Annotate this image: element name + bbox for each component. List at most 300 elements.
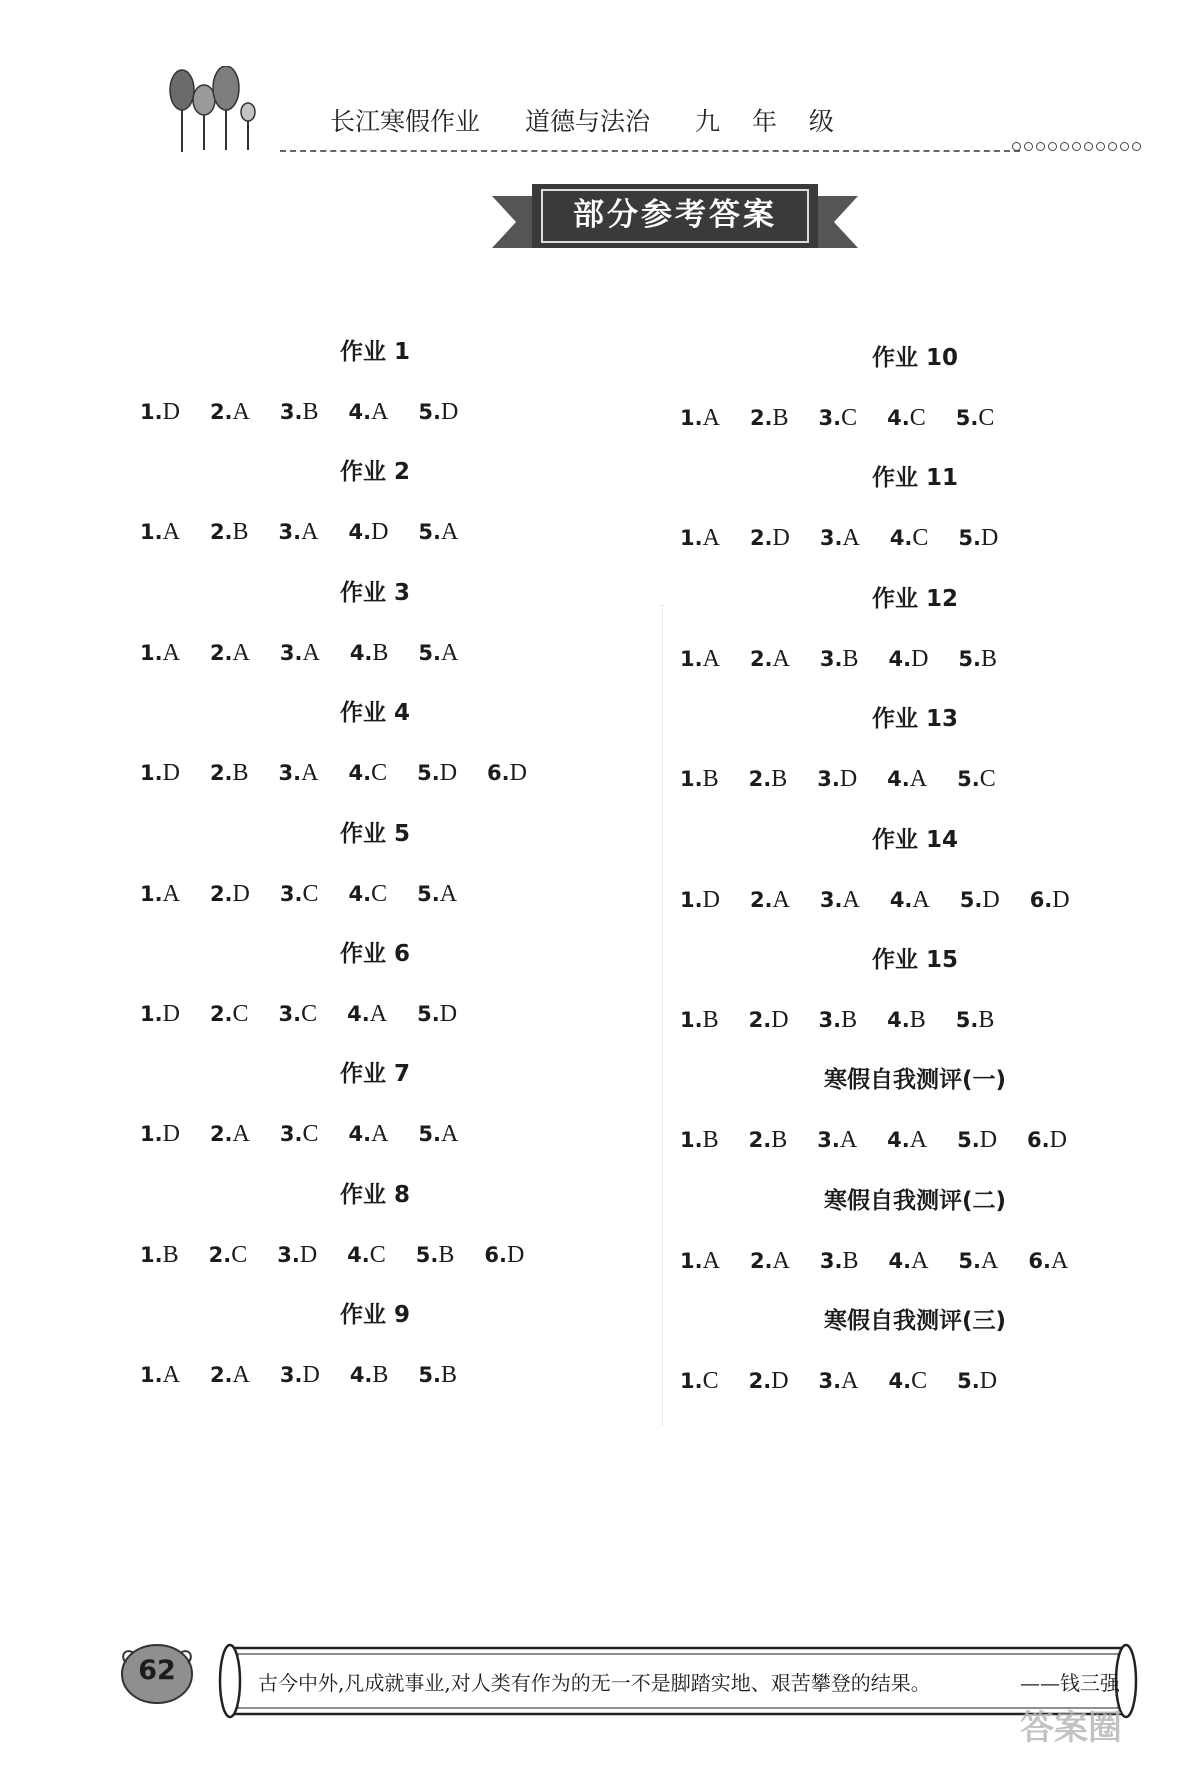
- answer-row: [140, 753, 610, 793]
- answer-letter: A: [772, 1247, 790, 1274]
- question-number: 2.: [749, 646, 773, 671]
- answer-letter: D: [162, 1000, 180, 1027]
- answer-item: [140, 1114, 180, 1154]
- answer-row: [680, 639, 1150, 679]
- question-number: 5.: [417, 881, 440, 906]
- answer-row: [680, 398, 1150, 438]
- answer-letter: D: [981, 525, 999, 552]
- answer-group-title: 作业 13: [871, 706, 958, 733]
- question-number: 2.: [748, 1128, 772, 1153]
- answer-letter: A: [162, 880, 180, 907]
- answer-item: [888, 1241, 928, 1281]
- answer-item: [348, 753, 387, 793]
- question-number: 5.: [957, 767, 980, 792]
- question-number: 4.: [888, 1248, 912, 1273]
- answer-item: [280, 633, 320, 673]
- answer-item: [887, 398, 926, 438]
- answers-column-right: [680, 338, 1150, 1422]
- answer-item: [418, 633, 458, 673]
- answer-letter: D: [982, 886, 1000, 913]
- answer-item: [348, 874, 387, 914]
- answer-group: [680, 940, 1150, 1060]
- answer-group: [680, 699, 1150, 819]
- question-number: 1.: [140, 1001, 163, 1026]
- question-number: 3.: [817, 767, 840, 792]
- answer-row: [680, 1361, 1150, 1401]
- answer-group: [680, 1301, 1150, 1421]
- question-number: 6.: [1027, 1128, 1050, 1153]
- answer-letter: D: [439, 1000, 458, 1027]
- answer-item: [348, 392, 388, 432]
- question-number: 1.: [680, 767, 703, 792]
- answer-letter: B: [981, 645, 998, 672]
- question-number: 1.: [140, 520, 163, 545]
- question-number: 6.: [1029, 887, 1053, 912]
- answer-letter: C: [978, 405, 995, 431]
- answer-letter: B: [841, 1006, 858, 1033]
- answer-item: [348, 1114, 388, 1154]
- answer-item: [418, 392, 458, 432]
- answer-letter: B: [302, 399, 319, 425]
- answer-letter: A: [981, 1247, 999, 1274]
- answer-letter: C: [979, 766, 996, 793]
- answer-item: [957, 1120, 997, 1160]
- answer-group-title: 作业 15: [871, 946, 958, 973]
- answer-letter: D: [979, 1368, 998, 1395]
- answer-item: [277, 1235, 317, 1275]
- question-number: 2.: [209, 640, 233, 665]
- answer-item: [280, 1355, 320, 1395]
- answer-item: [890, 518, 929, 558]
- answer-letter: D: [1049, 1127, 1067, 1154]
- answer-row: [140, 1235, 610, 1275]
- answer-item: [960, 880, 1000, 920]
- question-number: 1.: [140, 1363, 163, 1388]
- question-number: 4.: [349, 1363, 373, 1388]
- answer-item: [957, 759, 996, 799]
- answer-item: [418, 1114, 458, 1154]
- answer-group-title: 作业 6: [339, 940, 410, 967]
- header-grade: 九 年 级: [695, 107, 846, 136]
- answer-row: [140, 392, 610, 432]
- answer-letter: A: [441, 1121, 459, 1148]
- question-number: 5.: [418, 640, 442, 665]
- answer-item: [750, 639, 790, 679]
- answer-letter: D: [371, 519, 389, 546]
- answer-letter: B: [842, 1247, 859, 1274]
- question-number: 1.: [680, 1248, 703, 1273]
- question-number: 3.: [279, 400, 303, 424]
- question-number: 4.: [348, 881, 372, 906]
- answer-item: [819, 1000, 858, 1040]
- question-number: 3.: [278, 520, 302, 545]
- question-number: 1.: [680, 887, 703, 912]
- answer-row: [140, 1355, 610, 1395]
- answer-group-title: 寒假自我测评(一): [823, 1067, 1007, 1094]
- answer-letter: B: [232, 760, 249, 787]
- answer-group: [680, 820, 1150, 940]
- answer-item: [140, 874, 180, 914]
- question-number: 3.: [818, 1369, 842, 1394]
- answer-letter: A: [702, 1247, 720, 1274]
- answer-item: [820, 1241, 859, 1281]
- question-number: 2.: [748, 1007, 772, 1032]
- answer-row: [140, 1114, 610, 1154]
- answer-item: [418, 512, 458, 552]
- header-dots: [1012, 142, 1141, 151]
- answer-item: [279, 512, 319, 552]
- answer-letter: A: [912, 886, 930, 913]
- answer-item: [887, 759, 927, 799]
- answer-group: [140, 1054, 610, 1174]
- question-number: 2.: [749, 526, 773, 551]
- answer-item: [140, 1235, 179, 1275]
- answer-item: [210, 633, 250, 673]
- answer-letter: A: [439, 880, 458, 907]
- answer-letter: B: [771, 1127, 788, 1154]
- question-number: 3.: [277, 1242, 300, 1267]
- question-number: 2.: [209, 881, 233, 906]
- question-number: 2.: [749, 887, 773, 912]
- question-number: 3.: [819, 1248, 843, 1273]
- answer-letter: A: [702, 525, 720, 552]
- answer-letter: A: [1050, 1247, 1069, 1274]
- answer-item: [887, 1120, 927, 1160]
- answer-item: [140, 994, 180, 1034]
- answer-letter: D: [506, 1241, 525, 1268]
- answer-item: [279, 994, 318, 1034]
- question-number: 3.: [278, 761, 302, 786]
- answer-letter: A: [301, 519, 319, 546]
- answer-item: [887, 1000, 926, 1040]
- answer-item: [680, 1361, 719, 1401]
- answer-letter: A: [842, 525, 860, 552]
- answer-letter: B: [232, 519, 249, 546]
- answer-letter: B: [702, 1127, 719, 1154]
- answer-group-title: 作业 5: [339, 820, 410, 847]
- page-number: 62: [138, 1655, 176, 1686]
- answer-group: [140, 814, 610, 934]
- question-number: 2.: [209, 520, 233, 545]
- question-number: 3.: [279, 640, 303, 665]
- question-number: 2.: [209, 400, 233, 424]
- answer-item: [680, 1000, 719, 1040]
- answer-item: [958, 639, 997, 679]
- question-number: 4.: [348, 400, 372, 424]
- header-subject: 道德与法治: [525, 107, 651, 136]
- answer-group: [680, 338, 1150, 458]
- question-number: 2.: [209, 1122, 233, 1147]
- answer-letter: B: [162, 1241, 179, 1268]
- answer-item: [140, 753, 180, 793]
- answer-item: [280, 874, 319, 914]
- answer-item: [416, 1235, 455, 1275]
- question-number: 4.: [889, 887, 913, 912]
- answer-group-title: 作业 8: [339, 1181, 410, 1208]
- quote-author: ——钱三强: [1020, 1671, 1120, 1695]
- answer-letter: A: [842, 886, 860, 913]
- answer-letter: A: [911, 1247, 929, 1274]
- answer-item: [680, 398, 720, 438]
- question-number: 4.: [348, 1122, 372, 1147]
- answer-item: [749, 1120, 788, 1160]
- answer-group-title: 作业 3: [339, 579, 410, 606]
- answer-item: [209, 1235, 248, 1275]
- answer-item: [210, 874, 250, 914]
- question-number: 1.: [140, 761, 163, 786]
- answer-item: [890, 880, 930, 920]
- answer-letter: A: [772, 886, 790, 913]
- question-number: 1.: [680, 1369, 703, 1394]
- answer-group: [140, 1295, 610, 1415]
- quote-text: 古今中外,凡成就事业,对人类有作为的无一不是脚踏实地、艰苦攀登的结果。: [258, 1671, 931, 1695]
- header-series: 长江寒假作业: [330, 107, 481, 136]
- answer-letter: C: [371, 880, 388, 907]
- answer-letter: B: [771, 766, 788, 793]
- answer-group-title: 寒假自我测评(三): [823, 1308, 1007, 1335]
- answer-letter: B: [372, 639, 389, 666]
- answer-item: [484, 1235, 524, 1275]
- answer-letter: D: [772, 525, 790, 552]
- answer-letter: D: [162, 399, 180, 425]
- answer-row: [680, 759, 1150, 799]
- answer-item: [350, 1355, 389, 1395]
- answer-letter: C: [232, 1000, 249, 1027]
- answer-item: [280, 1114, 319, 1154]
- question-number: 5.: [418, 400, 442, 424]
- question-number: 3.: [279, 1122, 303, 1147]
- answer-letter: D: [232, 880, 250, 907]
- answer-item: [957, 1361, 997, 1401]
- answer-letter: B: [441, 1362, 458, 1389]
- answer-letter: A: [162, 639, 180, 666]
- answer-letter: D: [439, 760, 458, 787]
- answer-letter: B: [909, 1006, 926, 1033]
- answer-letter: D: [162, 1121, 180, 1148]
- question-number: 1.: [680, 646, 703, 671]
- answer-group-title: 寒假自我测评(二): [823, 1187, 1007, 1214]
- answer-letter: D: [302, 1362, 320, 1389]
- answer-letter: A: [441, 519, 459, 546]
- answer-item: [210, 753, 249, 793]
- answer-letter: D: [771, 1368, 789, 1395]
- question-number: 2.: [749, 1248, 773, 1273]
- answer-item: [680, 639, 720, 679]
- answer-item: [140, 392, 180, 432]
- answer-letter: A: [702, 405, 720, 431]
- answer-group-title: 作业 14: [871, 826, 958, 853]
- question-number: 1.: [680, 1128, 703, 1153]
- answer-group-title: 作业 2: [339, 459, 410, 486]
- answer-letter: B: [372, 1362, 389, 1389]
- answer-item: [350, 633, 389, 673]
- answer-item: [956, 1000, 995, 1040]
- question-number: 4.: [887, 767, 910, 792]
- question-number: 5.: [418, 1122, 442, 1147]
- answer-item: [140, 633, 180, 673]
- answer-item: [1027, 1120, 1067, 1160]
- answer-letter: D: [911, 645, 929, 672]
- answer-letter: A: [301, 760, 319, 787]
- question-number: 4.: [888, 1369, 912, 1394]
- answer-letter: A: [232, 639, 250, 666]
- question-number: 3.: [279, 881, 303, 906]
- question-number: 1.: [680, 1007, 703, 1032]
- question-number: 5.: [417, 1001, 440, 1026]
- answer-letter: D: [1052, 886, 1070, 913]
- answer-row: [140, 512, 610, 552]
- answer-item: [958, 518, 998, 558]
- answer-item: [347, 1235, 386, 1275]
- answer-item: [210, 994, 249, 1034]
- answer-item: [820, 518, 860, 558]
- header-divider: [280, 150, 1020, 152]
- answer-item: [749, 1000, 789, 1040]
- answer-item: [210, 392, 250, 432]
- question-number: 5.: [957, 1128, 980, 1153]
- answer-row: [140, 633, 610, 673]
- answers-column-left: [140, 332, 610, 1416]
- answer-group: [140, 1175, 610, 1295]
- answer-group: [680, 1060, 1150, 1180]
- answer-letter: C: [369, 1241, 386, 1268]
- answer-letter: A: [232, 399, 250, 425]
- answer-item: [210, 1114, 250, 1154]
- question-number: 5.: [958, 646, 982, 671]
- question-number: 2.: [208, 1242, 232, 1267]
- answer-item: [819, 398, 858, 438]
- question-number: 2.: [209, 1001, 233, 1026]
- answer-item: [888, 1361, 927, 1401]
- question-number: 1.: [140, 400, 163, 424]
- question-number: 5.: [417, 761, 440, 786]
- answer-item: [680, 1241, 720, 1281]
- answer-letter: C: [302, 880, 319, 907]
- question-number: 3.: [819, 646, 843, 671]
- answer-letter: D: [839, 766, 858, 793]
- question-number: 3.: [818, 1007, 842, 1032]
- answer-letter: B: [438, 1241, 455, 1268]
- answer-letter: A: [841, 1368, 859, 1395]
- answer-item: [140, 1355, 180, 1395]
- answer-item: [820, 639, 859, 679]
- answer-letter: D: [162, 760, 180, 787]
- question-number: 5.: [958, 1248, 982, 1273]
- question-number: 3.: [278, 1001, 302, 1026]
- question-number: 4.: [349, 640, 373, 665]
- question-number: 5.: [958, 526, 982, 551]
- question-number: 5.: [955, 1007, 979, 1032]
- answer-group: [140, 332, 610, 452]
- question-number: 5.: [415, 1242, 439, 1267]
- question-number: 2.: [748, 767, 772, 792]
- question-number: 2.: [209, 761, 233, 786]
- answer-letter: D: [441, 399, 459, 425]
- trees-illustration: [168, 66, 278, 152]
- answer-item: [210, 1355, 250, 1395]
- question-number: 5.: [418, 520, 442, 545]
- question-number: 4.: [887, 406, 910, 430]
- answer-group: [680, 1181, 1150, 1301]
- question-number: 3.: [819, 526, 843, 551]
- question-number: 3.: [818, 406, 842, 430]
- answer-item: [819, 1361, 859, 1401]
- answer-letter: C: [702, 1368, 719, 1395]
- answer-item: [749, 759, 788, 799]
- answer-letter: A: [702, 645, 720, 672]
- question-number: 3.: [279, 1363, 303, 1388]
- answer-group-title: 作业 10: [871, 345, 958, 371]
- answer-letter: B: [842, 645, 859, 672]
- answer-letter: B: [978, 1006, 995, 1033]
- answer-row: [680, 1120, 1150, 1160]
- answer-item: [417, 753, 457, 793]
- answer-letter: A: [909, 1127, 928, 1154]
- answer-letter: A: [369, 1000, 388, 1027]
- answer-item: [347, 994, 387, 1034]
- answer-item: [749, 1361, 789, 1401]
- answer-item: [888, 639, 928, 679]
- answer-item: [279, 753, 319, 793]
- answer-letter: A: [162, 519, 180, 546]
- question-number: 1.: [140, 1242, 163, 1267]
- answer-group: [140, 934, 610, 1054]
- answer-letter: A: [232, 1362, 250, 1389]
- answer-letter: C: [301, 1000, 318, 1027]
- question-number: 4.: [347, 1001, 370, 1026]
- page-title: 部分参考答案: [573, 197, 777, 233]
- answer-row: [140, 874, 610, 914]
- question-number: 4.: [889, 526, 913, 551]
- answer-letter: B: [772, 405, 789, 431]
- answer-letter: D: [509, 760, 527, 787]
- column-divider: [662, 605, 663, 1425]
- answer-item: [280, 392, 319, 432]
- answer-item: [820, 880, 860, 920]
- question-number: 6.: [487, 761, 510, 786]
- answer-letter: D: [979, 1127, 998, 1154]
- answer-item: [1028, 1241, 1068, 1281]
- answer-letter: A: [839, 1127, 858, 1154]
- answer-group-title: 作业 12: [871, 585, 958, 612]
- question-number: 4.: [887, 1128, 910, 1153]
- question-number: 3.: [817, 1128, 840, 1153]
- answer-row: [680, 1241, 1150, 1281]
- question-number: 2.: [209, 1363, 233, 1388]
- answer-group-title: 作业 7: [339, 1061, 410, 1088]
- question-number: 4.: [348, 520, 372, 545]
- answer-letter: A: [162, 1362, 180, 1389]
- answer-letter: A: [232, 1121, 250, 1148]
- question-number: 4.: [347, 1242, 370, 1267]
- answer-letter: A: [441, 639, 459, 666]
- answer-letter: D: [771, 1006, 789, 1033]
- answer-item: [140, 512, 180, 552]
- question-number: 1.: [140, 640, 163, 665]
- question-number: 4.: [888, 646, 912, 671]
- question-number: 5.: [957, 1369, 980, 1394]
- answer-item: [680, 759, 719, 799]
- answer-item: [417, 994, 457, 1034]
- question-number: 5.: [955, 406, 979, 430]
- answer-letter: C: [371, 760, 388, 787]
- answer-item: [417, 874, 457, 914]
- answer-item: [750, 518, 790, 558]
- watermark-logo: 答案圈: [1020, 1708, 1122, 1748]
- answer-letter: B: [702, 1006, 719, 1033]
- question-number: 1.: [680, 526, 703, 551]
- answer-letter: C: [911, 1368, 928, 1395]
